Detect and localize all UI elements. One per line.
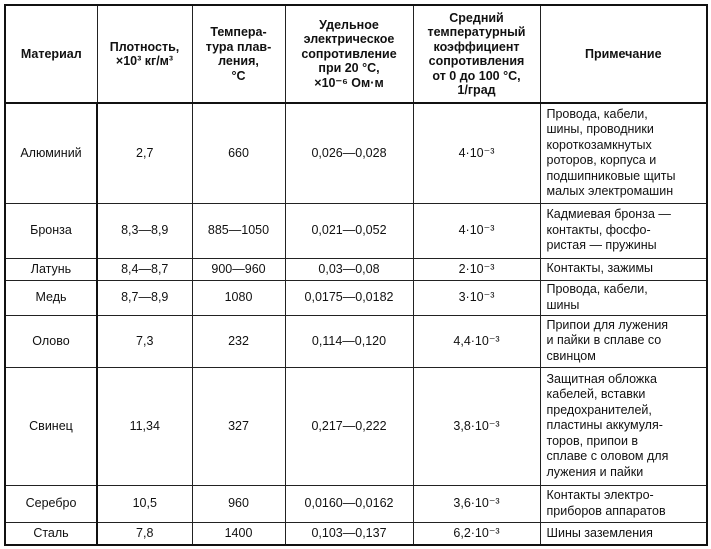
header-line: Материал — [20, 46, 82, 61]
note-line: Провода, кабели, — [546, 106, 648, 121]
temp-coefficient-cell: 3,8·10⁻³ — [413, 367, 540, 485]
resistivity-cell: 0,114—0,120 — [285, 315, 413, 367]
header-line: коэффициент — [433, 39, 520, 54]
material-cell: Олово — [5, 315, 97, 367]
note-line: кабелей, вставки — [546, 387, 646, 402]
melting-point-cell: 960 — [192, 485, 285, 522]
header-density — [97, 5, 192, 103]
note-line: и пайки в сплаве со — [546, 333, 662, 348]
resistivity-cell: 0,026—0,028 — [285, 103, 413, 203]
melting-point-cell: 327 — [192, 367, 285, 485]
materials-table — [4, 4, 708, 546]
melting-point-cell: 900—960 — [192, 258, 285, 280]
header-line: Средний — [449, 10, 504, 25]
header-line: тура плав- — [205, 39, 272, 54]
note-line: сплаве с оловом для — [546, 449, 669, 464]
table-row — [5, 367, 707, 485]
note-cell — [540, 280, 707, 315]
table-row — [5, 203, 707, 258]
note-cell — [540, 258, 707, 280]
temp-coefficient-cell: 2·10⁻³ — [413, 258, 540, 280]
melting-point-cell: 660 — [192, 103, 285, 203]
material-cell: Серебро — [5, 485, 97, 522]
temp-coefficient-cell: 6,2·10⁻³ — [413, 522, 540, 545]
table-row — [5, 103, 707, 203]
melting-point-cell: 885—1050 — [192, 203, 285, 258]
note-cell — [540, 203, 707, 258]
header-temp-coefficient — [413, 5, 540, 103]
material-cell: Свинец — [5, 367, 97, 485]
table-row — [5, 280, 707, 315]
header-material — [5, 5, 97, 103]
header-line: сопротивления — [428, 54, 525, 68]
resistivity-cell: 0,03—0,08 — [285, 258, 413, 280]
temp-coefficient-cell: 4,4·10⁻³ — [413, 315, 540, 367]
note-line: Провода, кабели, — [546, 282, 648, 296]
melting-point-cell: 1400 — [192, 522, 285, 545]
material-cell: Алюминий — [5, 103, 97, 203]
note-line: подшипниковые щиты — [546, 168, 676, 183]
material-cell: Бронза — [5, 203, 97, 258]
resistivity-cell: 0,021—0,052 — [285, 203, 413, 258]
resistivity-cell: 0,0160—0,0162 — [285, 485, 413, 522]
material-cell: Латунь — [5, 258, 97, 280]
material-cell: Медь — [5, 280, 97, 315]
density-cell: 7,3 — [97, 315, 192, 367]
temp-coefficient-cell: 4·10⁻³ — [413, 203, 540, 258]
table-row — [5, 258, 707, 280]
resistivity-cell: 0,0175—0,0182 — [285, 280, 413, 315]
header-line: сопротивление — [301, 46, 397, 61]
note-line: контакты, фосфо- — [546, 222, 651, 237]
note-line: Кадмиевая бронза — — [546, 207, 671, 222]
header-line: Темпера- — [210, 25, 267, 39]
note-cell — [540, 367, 707, 485]
header-line: Примечание — [584, 46, 662, 61]
header-line: ×10³ кг/м³ — [115, 54, 174, 68]
note-line: Шины заземления — [546, 525, 653, 540]
table-row — [5, 485, 707, 522]
density-cell: 8,3—8,9 — [97, 203, 192, 258]
header-line: ления, — [218, 54, 259, 68]
note-line: шины, проводники — [546, 122, 654, 137]
density-cell: 8,4—8,7 — [97, 258, 192, 280]
note-line: торов, припои в — [546, 433, 639, 448]
density-cell: 7,8 — [97, 522, 192, 545]
note-cell — [540, 315, 707, 367]
note-line: Контакты, зажимы — [546, 261, 654, 276]
note-line: ристая — пружины — [546, 238, 657, 253]
header-line: температурный — [427, 25, 526, 39]
note-line: шины — [546, 297, 580, 312]
density-cell: 11,34 — [97, 367, 192, 485]
table-body — [5, 103, 707, 545]
temp-coefficient-cell: 3,6·10⁻³ — [413, 485, 540, 522]
note-line: лужения и пайки — [546, 464, 644, 479]
header-line: Удельное — [319, 17, 379, 32]
note-cell — [540, 103, 707, 203]
note-line: короткозамкнутых — [546, 137, 652, 152]
material-cell: Сталь — [5, 522, 97, 545]
note-cell — [540, 522, 707, 545]
header-note — [540, 5, 707, 103]
density-cell: 10,5 — [97, 485, 192, 522]
header-resistivity — [285, 5, 413, 103]
header-line: 1/град — [457, 83, 496, 97]
note-line: малых электромашин — [546, 184, 674, 199]
note-cell — [540, 485, 707, 522]
temp-coefficient-cell: 4·10⁻³ — [413, 103, 540, 203]
melting-point-cell: 232 — [192, 315, 285, 367]
note-line: Контакты электро- — [546, 488, 654, 502]
note-line: приборов аппаратов — [546, 503, 666, 518]
note-line: Припои для лужения — [546, 317, 669, 332]
header-line: от 0 до 100 °С, — [432, 68, 521, 83]
note-line: Защитная обложка — [546, 371, 657, 386]
density-cell: 8,7—8,9 — [97, 280, 192, 315]
header-line: электрическое — [303, 32, 395, 47]
table-row — [5, 315, 707, 367]
temp-coefficient-cell: 3·10⁻³ — [413, 280, 540, 315]
resistivity-cell: 0,217—0,222 — [285, 367, 413, 485]
header-line: ×10⁻⁶ Ом·м — [314, 75, 384, 90]
note-line: пластины аккумуля- — [546, 418, 663, 433]
header-row — [5, 5, 707, 103]
melting-point-cell: 1080 — [192, 280, 285, 315]
header-line: °С — [231, 68, 246, 83]
header-melting-point — [192, 5, 285, 103]
note-line: предохранителей, — [546, 402, 652, 417]
header-line: при 20 °С, — [318, 61, 380, 76]
note-line: роторов, корпуса и — [546, 153, 657, 168]
density-cell: 2,7 — [97, 103, 192, 203]
resistivity-cell: 0,103—0,137 — [285, 522, 413, 545]
note-line: свинцом — [546, 348, 596, 363]
table-row — [5, 522, 707, 545]
header-line: Плотность, — [109, 39, 180, 54]
